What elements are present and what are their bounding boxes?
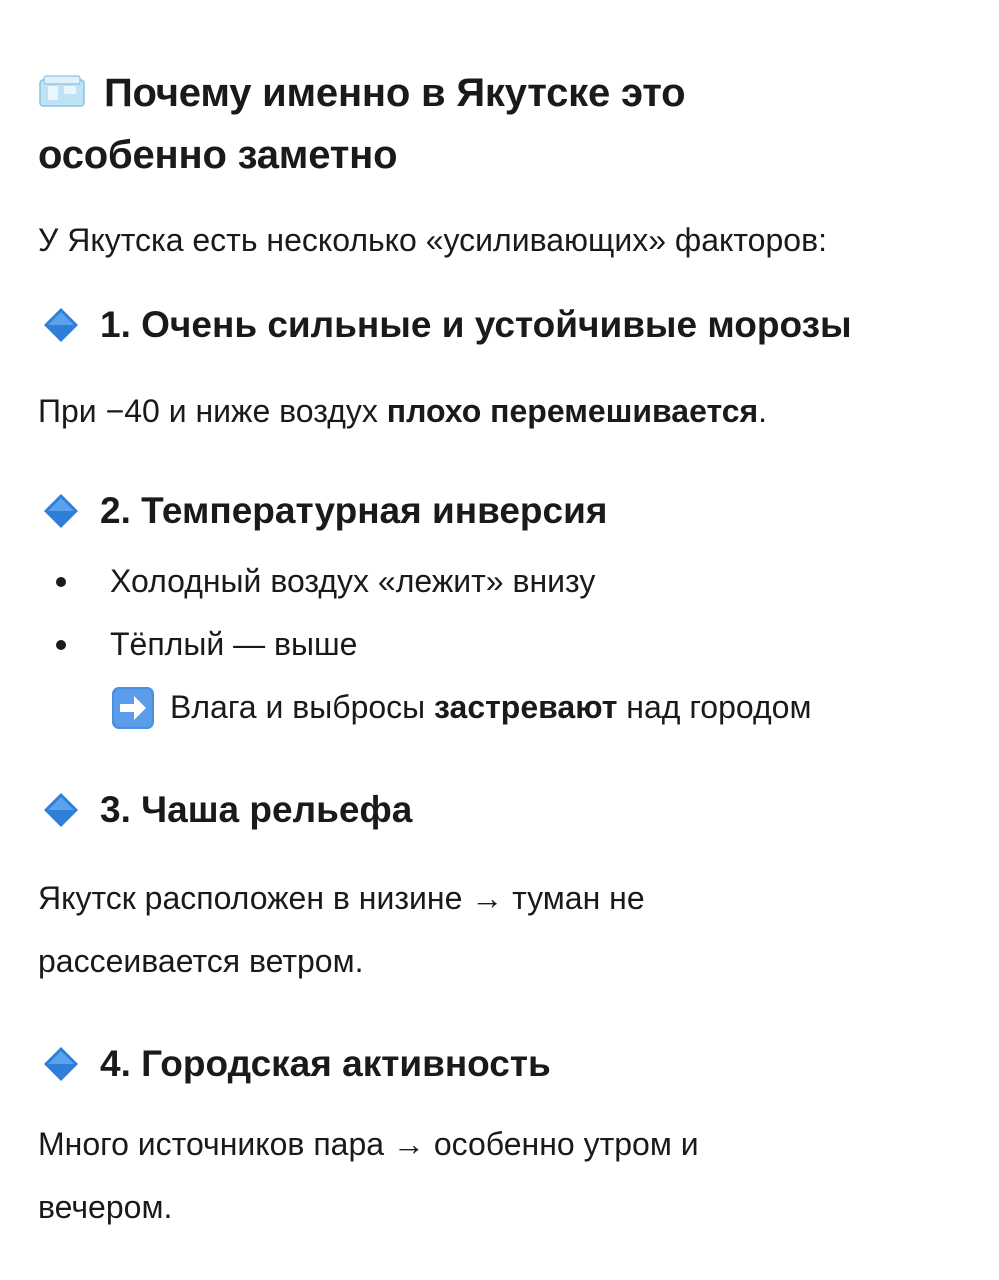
section-1 xyxy=(38,298,968,443)
section-heading xyxy=(38,1037,968,1091)
title-line-2: особенно заметно xyxy=(38,133,398,177)
blue-diamond-icon xyxy=(38,1041,84,1087)
section-heading xyxy=(38,298,968,352)
blue-diamond-icon xyxy=(38,302,84,348)
section-4-text: Много источников пара → особенно утром и вечером. xyxy=(38,1126,699,1225)
bullet-dot xyxy=(56,640,66,650)
bullet-dot xyxy=(56,577,66,587)
section-3-heading: 3. Чаша рельефа xyxy=(100,789,413,830)
section-2-heading: 2. Температурная инверсия xyxy=(100,490,608,531)
section-3-text: Якутск расположен в низине → туман не рассеивается ветром. xyxy=(38,880,645,979)
section-1-heading: 1. Очень сильные и устойчивые морозы xyxy=(100,304,852,345)
section-3 xyxy=(38,783,968,993)
arrow-note: Влага и выбросы застревают над городом xyxy=(38,676,968,739)
section-4 xyxy=(38,1037,968,1239)
bold-text: плохо перемешивается xyxy=(386,393,759,429)
blue-diamond-icon xyxy=(38,488,84,534)
section-heading xyxy=(38,484,968,538)
section-heading xyxy=(38,783,968,837)
bold-text: застревают xyxy=(434,689,618,725)
list-item: Тёплый — выше xyxy=(38,613,968,676)
title-line-1: Почему именно в Якутске это xyxy=(104,71,686,115)
list-item: Холодный воздух «лежит» внизу xyxy=(38,550,968,613)
right-arrow-box-icon xyxy=(110,685,156,731)
blue-diamond-icon xyxy=(38,787,84,833)
section-1-text: При −40 и ниже воздух плохо перемешивается. xyxy=(38,393,768,429)
section-4-heading: 4. Городская активность xyxy=(100,1043,551,1084)
intro-text: У Якутска есть несколько «усиливающих» факторов: xyxy=(38,222,827,258)
bullet-list xyxy=(38,550,968,676)
message-content xyxy=(38,62,968,1239)
ice-cube-icon xyxy=(38,74,86,108)
page-title xyxy=(38,62,968,186)
section-2 xyxy=(38,484,968,739)
